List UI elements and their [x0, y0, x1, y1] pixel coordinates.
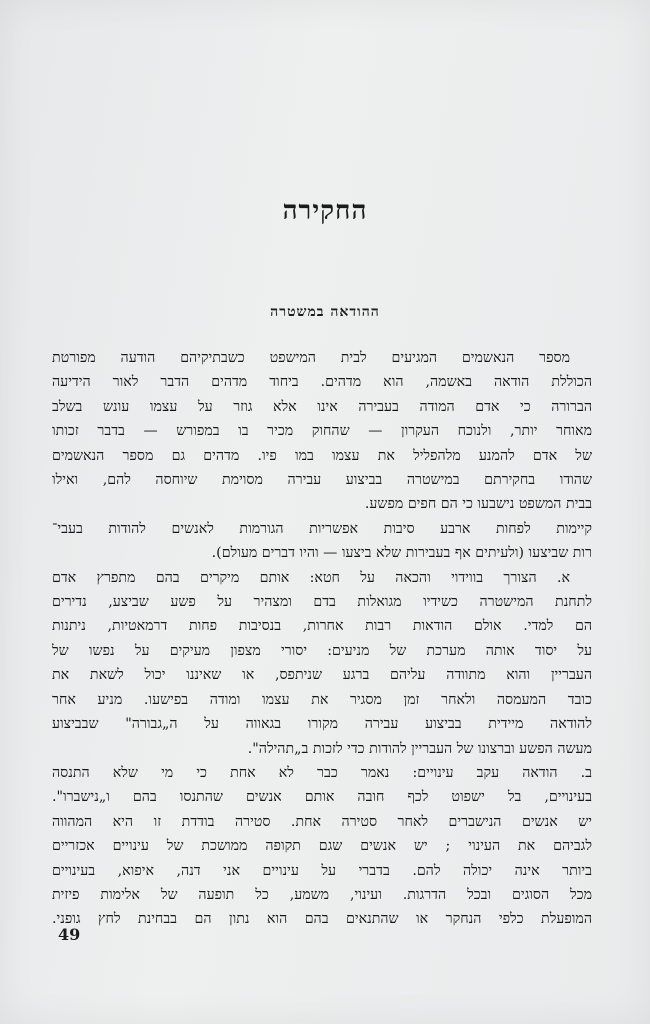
- text-line: א. הצורך בווידוי והכאה על חטא: אותם מיקרים בהם מתפרץ אדם: [52, 569, 570, 586]
- text-line: קיימות לפחות ארבע סיבות אפשריות הגורמות לאנשים להודות בעבי־: [52, 520, 592, 537]
- text-line: מעשה הפשע וברצונו של העבריין להודות כדי לזכות ב„תהילה".: [247, 740, 592, 757]
- text-line: לגביהם את העינוי ; יש אנשים שגם תקופה ממושכת של עינויים אכזריים: [52, 838, 592, 855]
- text-line: ב. הודאה עקב עינויים: נאמר כבר לא אחת כי מי שלא התנסה: [52, 764, 592, 781]
- text-line: לתחנת המישטרה כשידיו מגואלות בדם ומצהיר על פשע שביצע, נדירים: [52, 594, 592, 611]
- text-line: ביותר אינה יכולה להם. בדברי על עינויים אני דנה, איפוא, בעינויים: [52, 862, 592, 879]
- text-line: העבריין והוא מתוודה עליהם ברגע שניתפס, או שאיננו יכול לשאת את: [52, 667, 592, 684]
- text-line: של אדם להמנע מלהפליל את עצמו במו פיו. מדהים גם מספר הנאשמים: [52, 447, 592, 464]
- text-line: בעינויים, בל ישפוט לכף חובה אותם אנשים שהתנסו בהם ו„נישברו".: [52, 789, 592, 806]
- text-line: להודאה מיידית בביצוע עבירה מקורו בגאווה על ה„גבורה" שבביצוע: [52, 716, 592, 733]
- page-number: 49: [58, 925, 81, 944]
- text-line: שהודו בחקירתם במישטרה בביצוע עבירה מסוימת שיוחסה להם, ואילו: [52, 472, 592, 489]
- text-line: הברורה כי אדם המודה בעבירה אינו אלא גוזר על עצמו עונש בשלב: [52, 398, 592, 415]
- text-line: כובד המעמסה ולאחר זמן מסגיר את עצמו ומודה בפישעו. מניע אחר: [52, 691, 592, 708]
- paragraph-1: [52, 346, 592, 517]
- paragraph-4: [52, 761, 592, 932]
- text-line: בבית המשפט נישבעו כי הם חפים מפשע.: [364, 496, 592, 513]
- body-text: [52, 346, 592, 932]
- text-line: המופעלת כלפי הנחקר או שהתנאים בהם הוא נתון הם בבחינת לחץ גופני.: [52, 911, 592, 928]
- text-line: מכל הסוגים ובכל הדרגות. ועינוי, משמע, כל תופעה של אלימות פיזית: [52, 886, 592, 903]
- text-line: הכוללת הודאה באשמה, הוא מדהים. ביחוד מדהים הדבר לאור הידיעה: [52, 374, 592, 391]
- text-line: מספר הנאשמים המגיעים לבית המישפט כשבתיקיהם הודעה מפורטת: [52, 350, 570, 366]
- paragraph-2: [52, 517, 592, 566]
- text-line: מאוחר יותר, ולנוכח העקרון — שהחוק מכיר בו במפורש — בדבר זכותו: [52, 423, 592, 440]
- text-line: יש אנשים הנישברים לאחר סטירה אחת. סטירה בודדת זו היא המהווה: [52, 813, 592, 830]
- chapter-heading: החקירה: [282, 196, 368, 226]
- text-line: רות שביצעו (ולעיתים אף בעבירות שלא ביצעו — והיו דברים מעולם).: [211, 545, 592, 562]
- section-subheading: ההודאה במשטרה: [270, 304, 380, 320]
- text-line: הם למדי. אולם הודאות רבות אחרות, בנסיבות פחות דרמאטיות, ניתנות: [52, 618, 592, 635]
- paragraph-3: [52, 566, 592, 761]
- text-line: על יסוד אותה מערכת של מניעים: יסורי מצפון מעיקים על נפשו של: [52, 642, 592, 659]
